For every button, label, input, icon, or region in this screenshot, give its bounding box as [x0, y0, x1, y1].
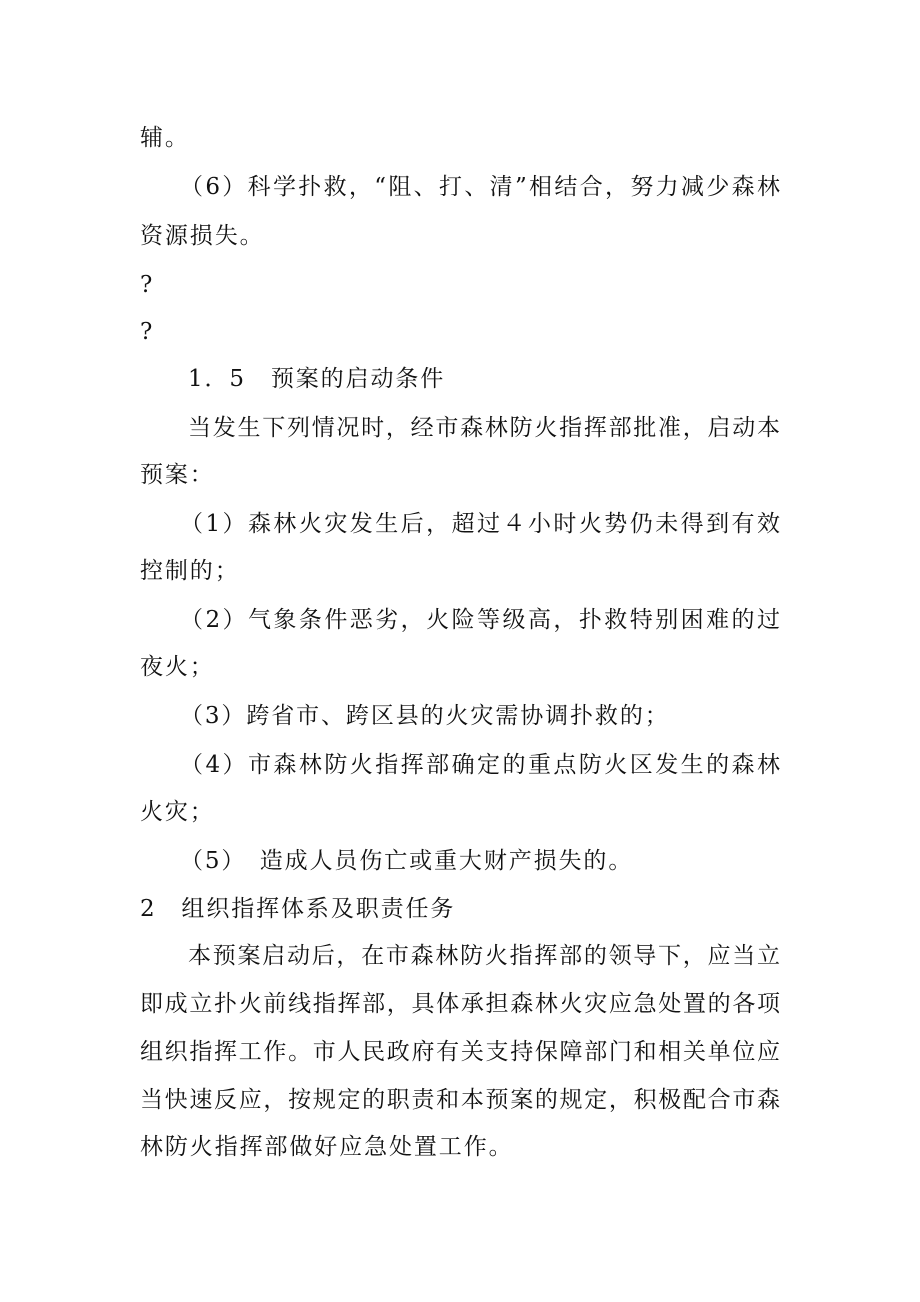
text-line-20: 组织指挥工作。市人民政府有关支持保障部门和相关单位应 [140, 1039, 780, 1065]
section-heading-2: 2 组织指挥体系及职责任务 [140, 896, 456, 922]
text-line-12: 夜火； [140, 654, 215, 680]
text-line-13: （3）跨省市、跨区县的火灾需协调扑救的； [180, 703, 670, 729]
text-line-22: 林防火指挥部做好应急处置工作。 [140, 1134, 514, 1160]
text-line-16: （5） 造成人员伤亡或重大财产损失的。 [180, 848, 634, 874]
text-line-15: 火灾； [140, 799, 215, 825]
text-line-18: 本预案启动后，在市森林防火指挥部的领导下，应当立 [188, 943, 780, 969]
text-line-7: 当发生下列情况时，经市森林防火指挥部批准，启动本 [188, 415, 780, 441]
text-line-1: 辅。 [140, 125, 190, 151]
text-line-4: ? [140, 272, 155, 298]
section-heading-1-5: 1．5 预案的启动条件 [188, 366, 446, 392]
text-line-9: （1）森林火灾发生后，超过４小时火势仍未得到有效 [180, 511, 780, 537]
text-line-11: （2）气象条件恶劣，火险等级高，扑救特别困难的过 [180, 607, 780, 633]
text-line-2: （6）科学扑救，“阻、打、清”相结合，努力减少森林 [180, 174, 780, 200]
text-line-19: 即成立扑火前线指挥部，具体承担森林火灾应急处置的各项 [140, 991, 780, 1017]
text-line-5: ? [140, 319, 155, 345]
text-line-8: 预案： [140, 462, 215, 488]
text-line-10: 控制的； [140, 558, 240, 584]
text-line-14: （4）市森林防火指挥部确定的重点防火区发生的森林 [180, 752, 780, 778]
text-line-21: 当快速反应，按规定的职责和本预案的规定，积极配合市森 [140, 1087, 780, 1113]
text-line-3: 资源损失。 [140, 223, 265, 249]
